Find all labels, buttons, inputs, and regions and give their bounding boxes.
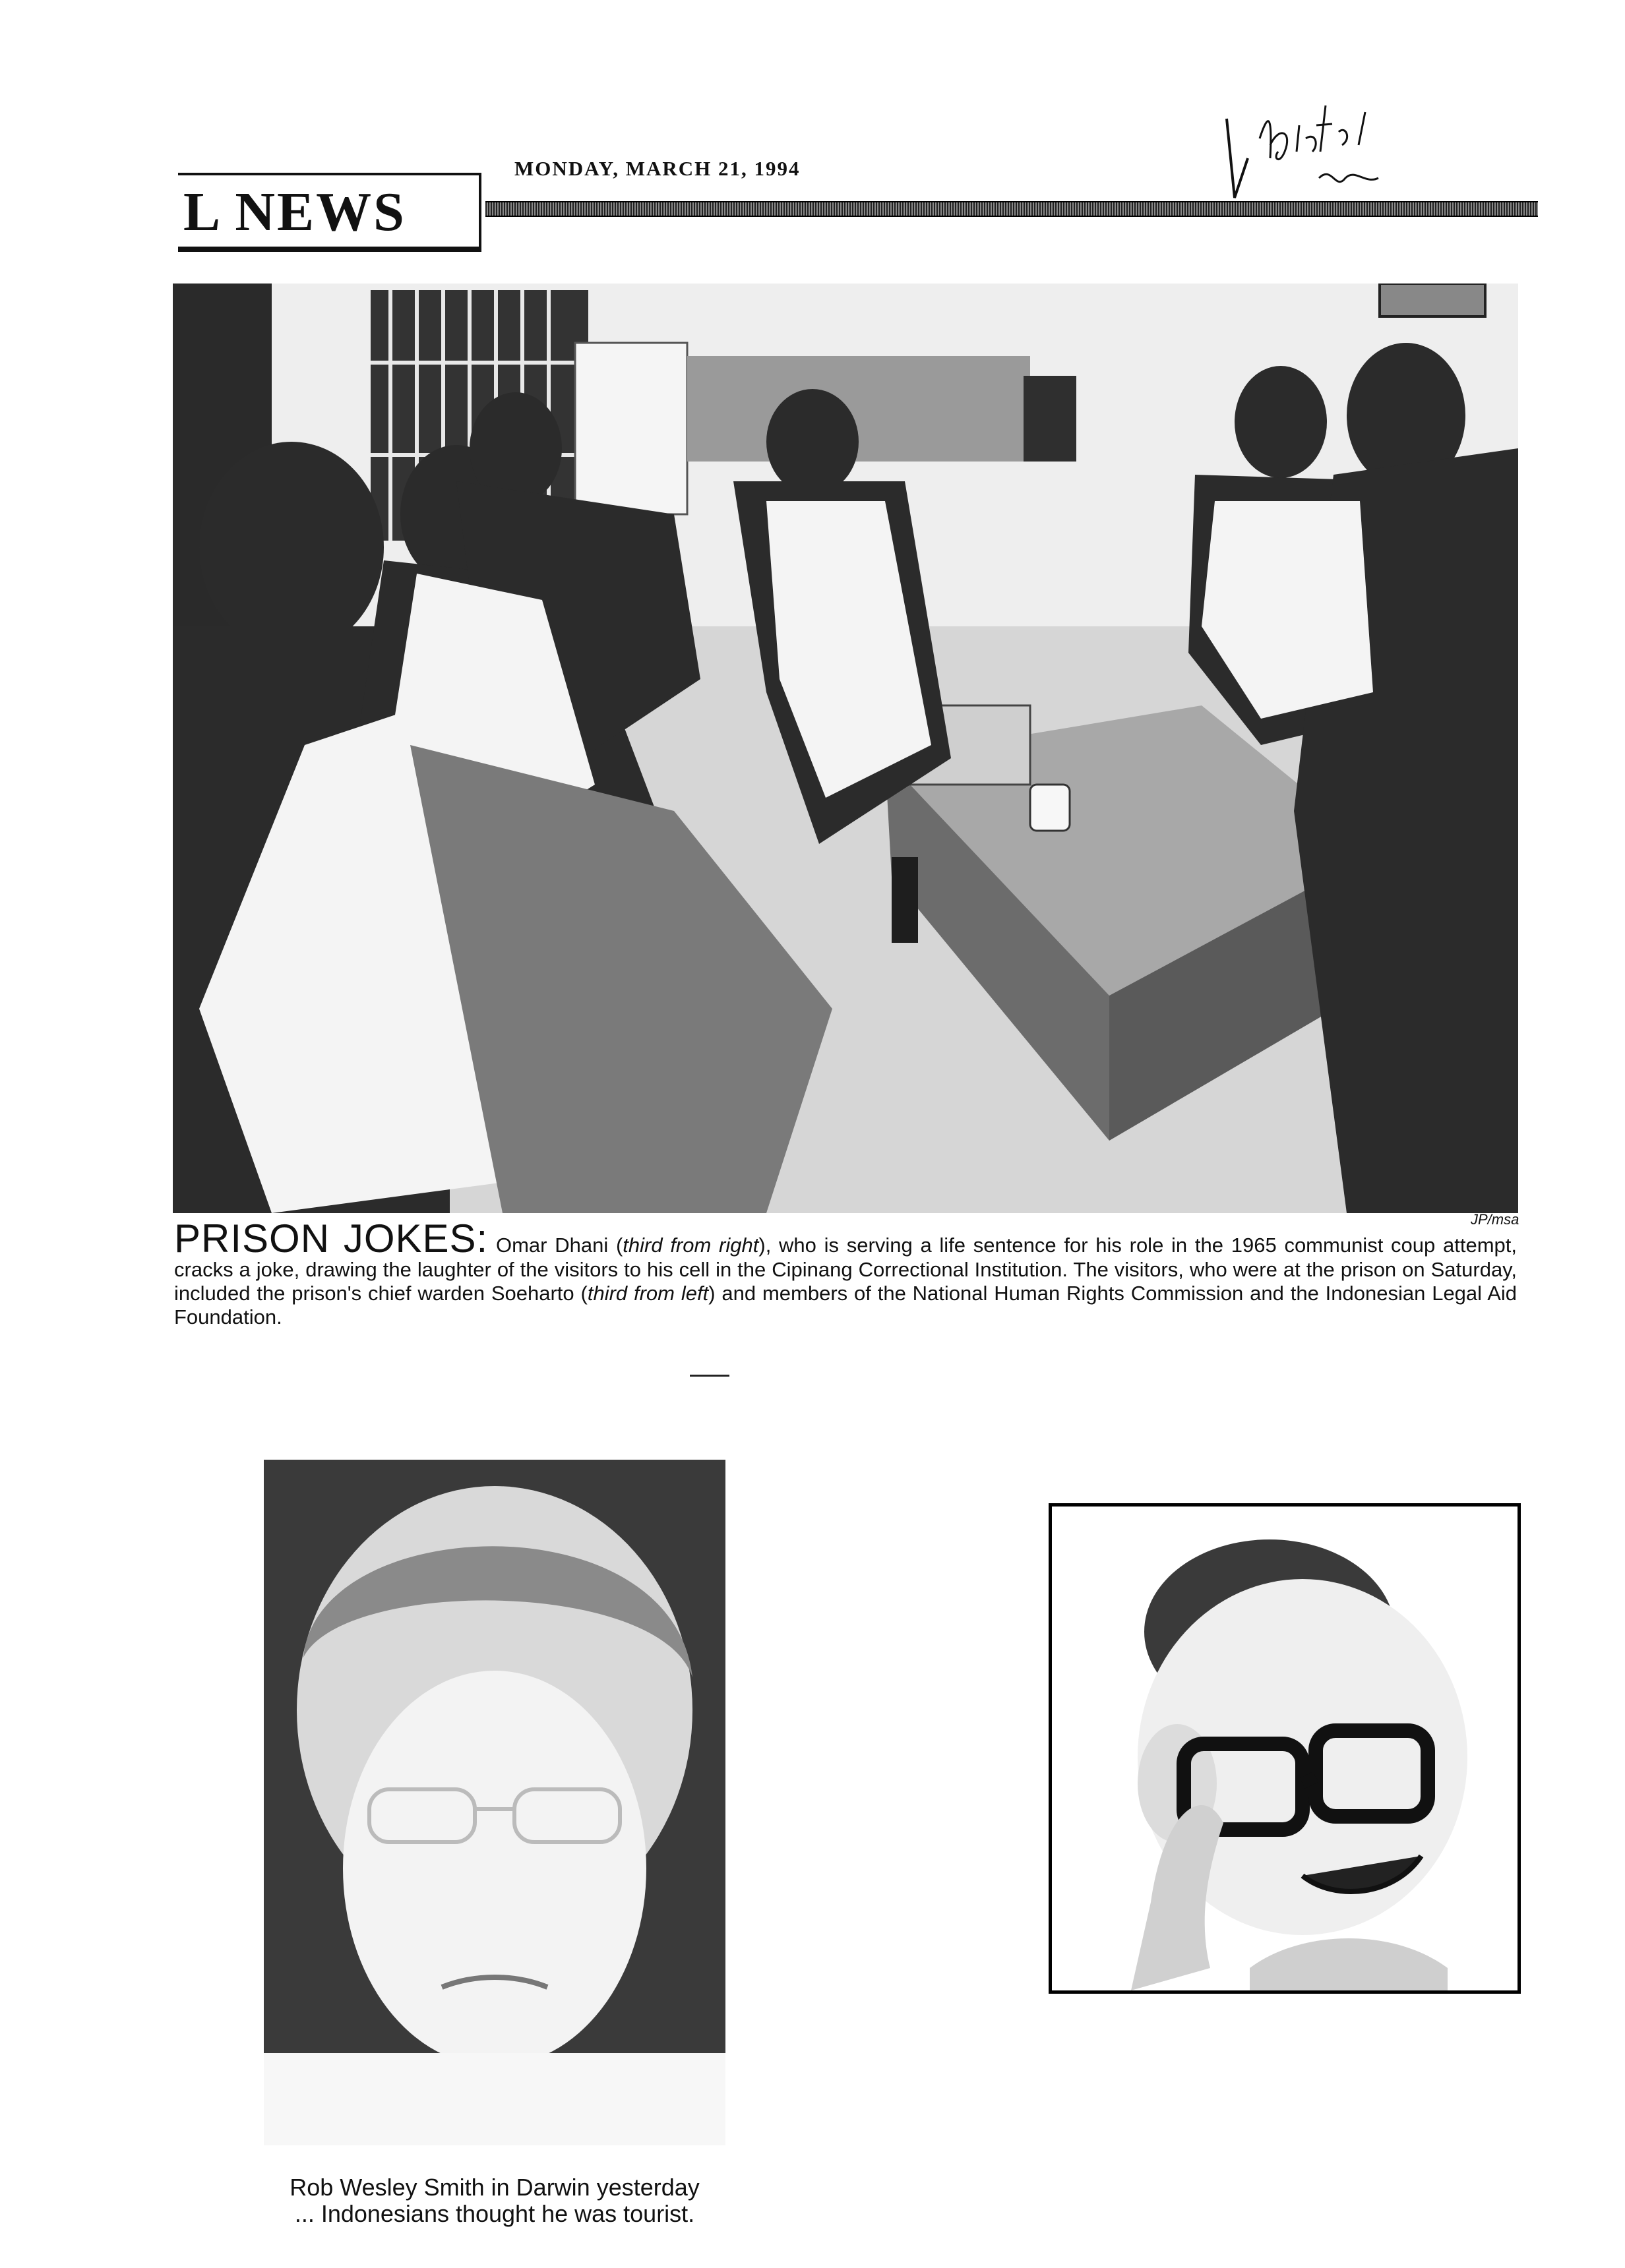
caption-text-part3: ) and members of the National Human Rights Commission and the Indonesian Legal Aid Foundation.: [174, 1282, 1517, 1328]
portrait-caption-line-2: ... Indonesians thought he was tourist.: [294, 2200, 695, 2227]
caption-emphasis-1: third from right: [623, 1234, 759, 1257]
caption-text-part2: ), who is serving a life sentence for his role in the 1965 communist coup attempt, cracks a joke, drawing the laughter of the visitors to his cell in the Cipinang Correctional Institution. The visitors, who were at the prison on Saturday, included the prison's chief warden Soeharto (: [174, 1234, 1517, 1305]
portrait-photo-right: [1049, 1503, 1521, 1994]
photo-credit: JP/msa: [1471, 1211, 1519, 1228]
portrait-caption-line-1: Rob Wesley Smith in Darwin yesterday: [290, 2174, 700, 2201]
portrait-photo-left: [264, 1460, 725, 2145]
caption-text-part1: Omar Dhani (: [495, 1234, 623, 1257]
portrait-caption: [237, 2174, 752, 2227]
main-photo: [173, 284, 1518, 1213]
dateline: MONDAY, MARCH 21, 1994: [514, 157, 801, 180]
caption-kicker: PRISON JOKES:: [174, 1216, 489, 1261]
divider-mark: [690, 1375, 729, 1377]
section-title: L NEWS: [183, 181, 406, 243]
handwritten-note: [1200, 79, 1438, 224]
caption-emphasis-2: third from left: [587, 1282, 709, 1305]
